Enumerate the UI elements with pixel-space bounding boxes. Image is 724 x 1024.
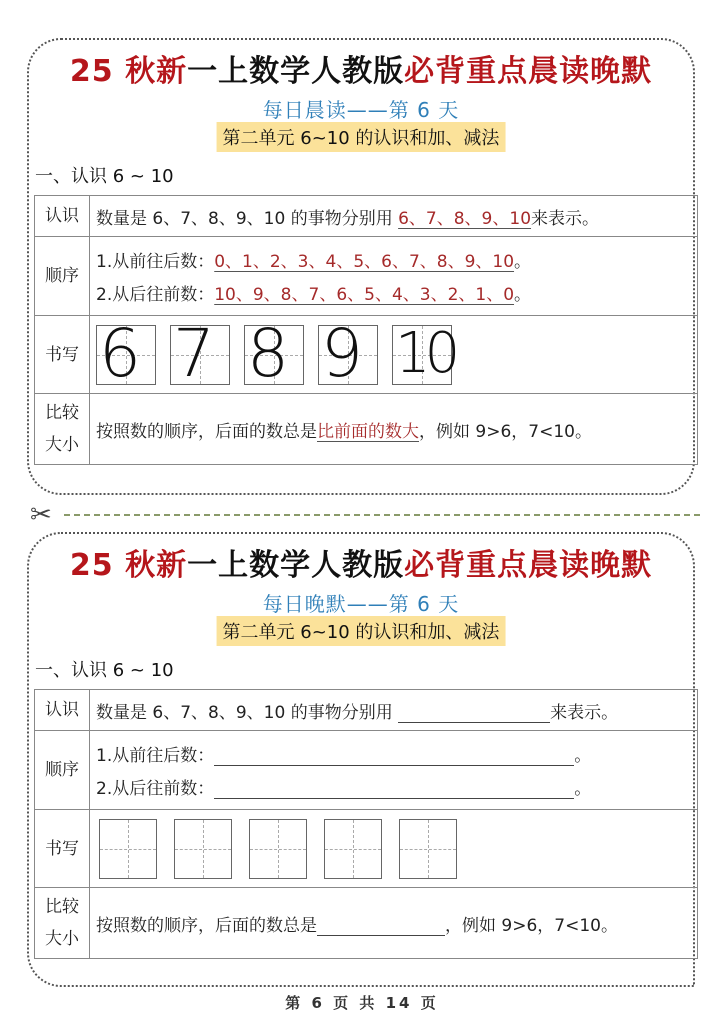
text: 数量是 6、7、8、9、10 的事物分别用 xyxy=(96,208,399,229)
text: 1.从前往后数： xyxy=(96,252,215,272)
title-part-3: 必背重点晨读晚默 xyxy=(404,54,653,89)
row-label: 认识 xyxy=(35,196,90,237)
title-part-2: 一上数学人教版 xyxy=(187,54,405,89)
row-label xyxy=(35,888,90,959)
digit: 10 xyxy=(395,320,455,386)
table-row-writing xyxy=(35,810,698,888)
row-content xyxy=(90,196,698,237)
writing-box[interactable] xyxy=(399,819,457,879)
text: 来表示。 xyxy=(550,702,619,723)
row-label xyxy=(35,394,90,465)
dashed-divider xyxy=(64,514,700,516)
digit: 8 xyxy=(247,314,285,392)
unit-banner: 第二单元 6~10 的认识和加、减法 xyxy=(217,616,506,646)
label-line: 比较 xyxy=(45,403,79,423)
row-label: 书写 xyxy=(35,316,90,394)
text: ，例如 9>6，7<10。 xyxy=(419,421,592,442)
row-content xyxy=(90,237,698,316)
answer-text: 0、1、2、3、4、5、6、7、8、9、10 xyxy=(214,252,515,272)
text: 数量是 6、7、8、9、10 的事物分别用 xyxy=(96,702,399,723)
table-row-compare xyxy=(35,394,698,465)
section-heading: 一、认识 6 ~ 10 xyxy=(35,166,174,187)
answer-text: 比前面的数大 xyxy=(317,421,419,442)
writing-box[interactable] xyxy=(249,819,307,879)
text: ，例如 9>6，7<10。 xyxy=(445,915,618,936)
morning-reading-card xyxy=(27,38,695,495)
row-label: 顺序 xyxy=(35,237,90,316)
table-row-order xyxy=(35,731,698,810)
title-part-2: 一上数学人教版 xyxy=(187,548,405,583)
page-number: 第 6 页 共 14 页 xyxy=(285,994,439,1012)
answer-blank[interactable] xyxy=(214,747,574,766)
cut-line xyxy=(30,500,700,530)
table-row-compare xyxy=(35,888,698,959)
text: 。 xyxy=(514,285,532,305)
title-part-3: 必背重点晨读晚默 xyxy=(404,548,653,583)
text: 按照数的顺序，后面的数总是 xyxy=(96,915,317,936)
writing-box[interactable] xyxy=(174,819,232,879)
scissors-icon: ✂ xyxy=(30,500,52,530)
row-content xyxy=(90,810,698,888)
row-label: 书写 xyxy=(35,810,90,888)
unit-banner: 第二单元 6~10 的认识和加、减法 xyxy=(217,122,506,152)
answer-blank[interactable] xyxy=(317,917,445,936)
digit: 6 xyxy=(99,314,137,392)
table-row-recognize xyxy=(35,690,698,731)
row-content xyxy=(90,394,698,465)
text: 2.从后往前数： xyxy=(96,285,215,305)
row-label: 认识 xyxy=(35,690,90,731)
day-subtitle: 每日晚默——第 6 天 xyxy=(262,592,460,616)
answer-blank[interactable] xyxy=(398,704,550,723)
writing-box xyxy=(96,314,156,392)
dictation-table xyxy=(34,689,698,959)
page-title xyxy=(29,540,693,584)
text: 1.从前往后数： xyxy=(96,746,215,766)
digit: 9 xyxy=(321,314,359,392)
table-row-writing xyxy=(35,316,698,394)
text: 。 xyxy=(574,746,592,766)
answer-blank[interactable] xyxy=(214,780,574,799)
answer-text: 6、7、8、9、10 xyxy=(398,208,532,229)
text: 2.从后往前数： xyxy=(96,779,215,799)
text: 。 xyxy=(514,252,532,272)
writing-box xyxy=(170,314,230,392)
answer-text: 10、9、8、7、6、5、4、3、2、1、0 xyxy=(214,285,515,305)
label-line: 大小 xyxy=(45,435,79,455)
writing-box xyxy=(392,320,455,386)
writing-box xyxy=(318,314,378,392)
label-line: 大小 xyxy=(45,929,79,949)
digit: 7 xyxy=(173,314,211,392)
writing-box[interactable] xyxy=(324,819,382,879)
day-subtitle: 每日晨读——第 6 天 xyxy=(262,98,460,122)
section-heading: 一、认识 6 ~ 10 xyxy=(35,660,174,681)
evening-dictation-card xyxy=(27,532,695,987)
label-line: 比较 xyxy=(45,897,79,917)
writing-box xyxy=(244,314,304,392)
text: 。 xyxy=(574,779,592,799)
knowledge-table xyxy=(34,195,698,465)
title-part-1: 25 秋新 xyxy=(69,548,188,583)
page-title xyxy=(29,46,693,90)
table-row-recognize xyxy=(35,196,698,237)
row-content xyxy=(90,316,698,394)
row-label: 顺序 xyxy=(35,731,90,810)
text: 来表示。 xyxy=(531,208,600,229)
table-row-order xyxy=(35,237,698,316)
row-content xyxy=(90,690,698,731)
row-content xyxy=(90,888,698,959)
row-content xyxy=(90,731,698,810)
writing-boxes xyxy=(96,819,691,879)
text: 按照数的顺序，后面的数总是 xyxy=(96,421,317,442)
title-part-1: 25 秋新 xyxy=(69,54,188,89)
writing-box[interactable] xyxy=(99,819,157,879)
writing-boxes xyxy=(96,314,691,392)
